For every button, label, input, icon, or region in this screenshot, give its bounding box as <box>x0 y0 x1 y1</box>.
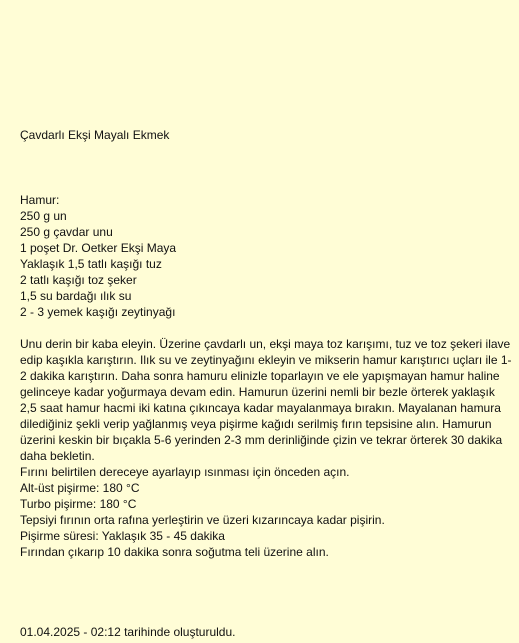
instructions-paragraph: Unu derin bir kaba eleyin. Üzerine çavdarlı un, ekşi maya toz karışımı, tuz ve toz şekeri ilave edip kaşıkla karıştırın. Ilık su ve zeytinyağını ekleyin ve mikserin hamur karıştırıcı uçları ile 1-2 dakika karıştırın. Daha sonra hamuru elinizle toparlayın ve ele yapışmayan hamur haline gelinceye kadar yoğurmaya devam edin. Hamurun üzerini nemli bir bezle örterek yaklaşık 2,5 saat hamur hacmi iki katına çıkıncaya kadar mayalanmaya bırakın. Mayalanan hamura dilediğiniz şekli verip yağlanmış veya pişirme kağıdı serilmiş fırın tepsisine alın. Hamurun üzerini keskin bir bıçakla 5-6 yerinden 2-3 mm derinliğinde çizin ve tekrar örterek 30 dakika daha bekletin. <box>20 337 512 463</box>
step-line: Turbo pişirme: 180 °C <box>20 497 137 511</box>
ingredient-item: 2 tatlı kaşığı toz şeker <box>20 273 137 287</box>
ingredient-item: 2 - 3 yemek kaşığı zeytinyağı <box>20 305 176 319</box>
step-line: Fırından çıkarıp 10 dakika sonra soğutma teli üzerine alın. <box>20 545 329 559</box>
ingredient-item: 250 g un <box>20 209 67 223</box>
ingredient-item: Yaklaşık 1,5 tatlı kaşığı tuz <box>20 257 162 271</box>
ingredients-heading: Hamur: <box>20 193 60 207</box>
created-timestamp: 01.04.2025 - 02:12 tarihinde oluşturuldu. <box>20 625 236 639</box>
ingredient-item: 250 g çavdar unu <box>20 225 113 239</box>
steps-list <box>20 464 512 560</box>
recipe-title: Çavdarlı Ekşi Mayalı Ekmek <box>20 128 170 142</box>
ingredients-section <box>20 192 176 320</box>
ingredient-item: 1,5 su bardağı ılık su <box>20 289 132 303</box>
instructions-section <box>20 336 512 560</box>
ingredient-item: 1 poşet Dr. Oetker Ekşi Maya <box>20 241 177 255</box>
step-line: Pişirme süresi: Yaklaşık 35 - 45 dakika <box>20 529 225 543</box>
step-line: Alt-üst pişirme: 180 °C <box>20 481 140 495</box>
step-line: Fırını belirtilen dereceye ayarlayıp ısınması için önceden açın. <box>20 465 350 479</box>
step-line: Tepsiyi fırının orta rafına yerleştirin ve üzeri kızarıncaya kadar pişirin. <box>20 513 385 527</box>
